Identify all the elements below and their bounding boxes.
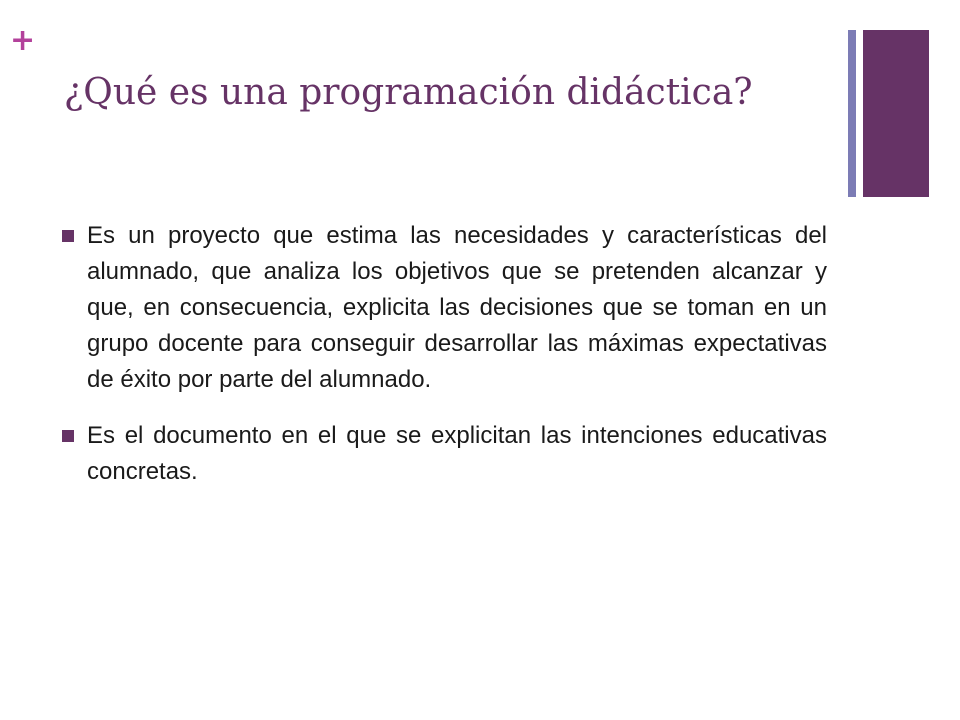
bullet-item-definition-document — [62, 418, 827, 490]
bullet-text: Es un proyecto que estima las necesidades y características del alumnado, que analiza los objetivos que se pretenden alcanzar y que, en consecuencia, explicita las decisiones que se toman en un grupo docente para conseguir desarrollar las máximas expectativas de éxito por parte del alumnado. — [87, 222, 827, 393]
decorative-bar-thick — [863, 30, 929, 197]
square-bullet-icon — [62, 430, 74, 442]
bullet-text: Es el documento en el que se explicitan las intenciones educativas concretas. — [87, 422, 827, 485]
slide-title: ¿Qué es una programación didáctica? — [64, 72, 753, 113]
plus-icon: + — [10, 23, 36, 58]
bullet-item-definition-project — [62, 218, 827, 398]
decorative-bar-thin — [848, 30, 856, 197]
bullet-list — [62, 218, 827, 510]
square-bullet-icon — [62, 230, 74, 242]
